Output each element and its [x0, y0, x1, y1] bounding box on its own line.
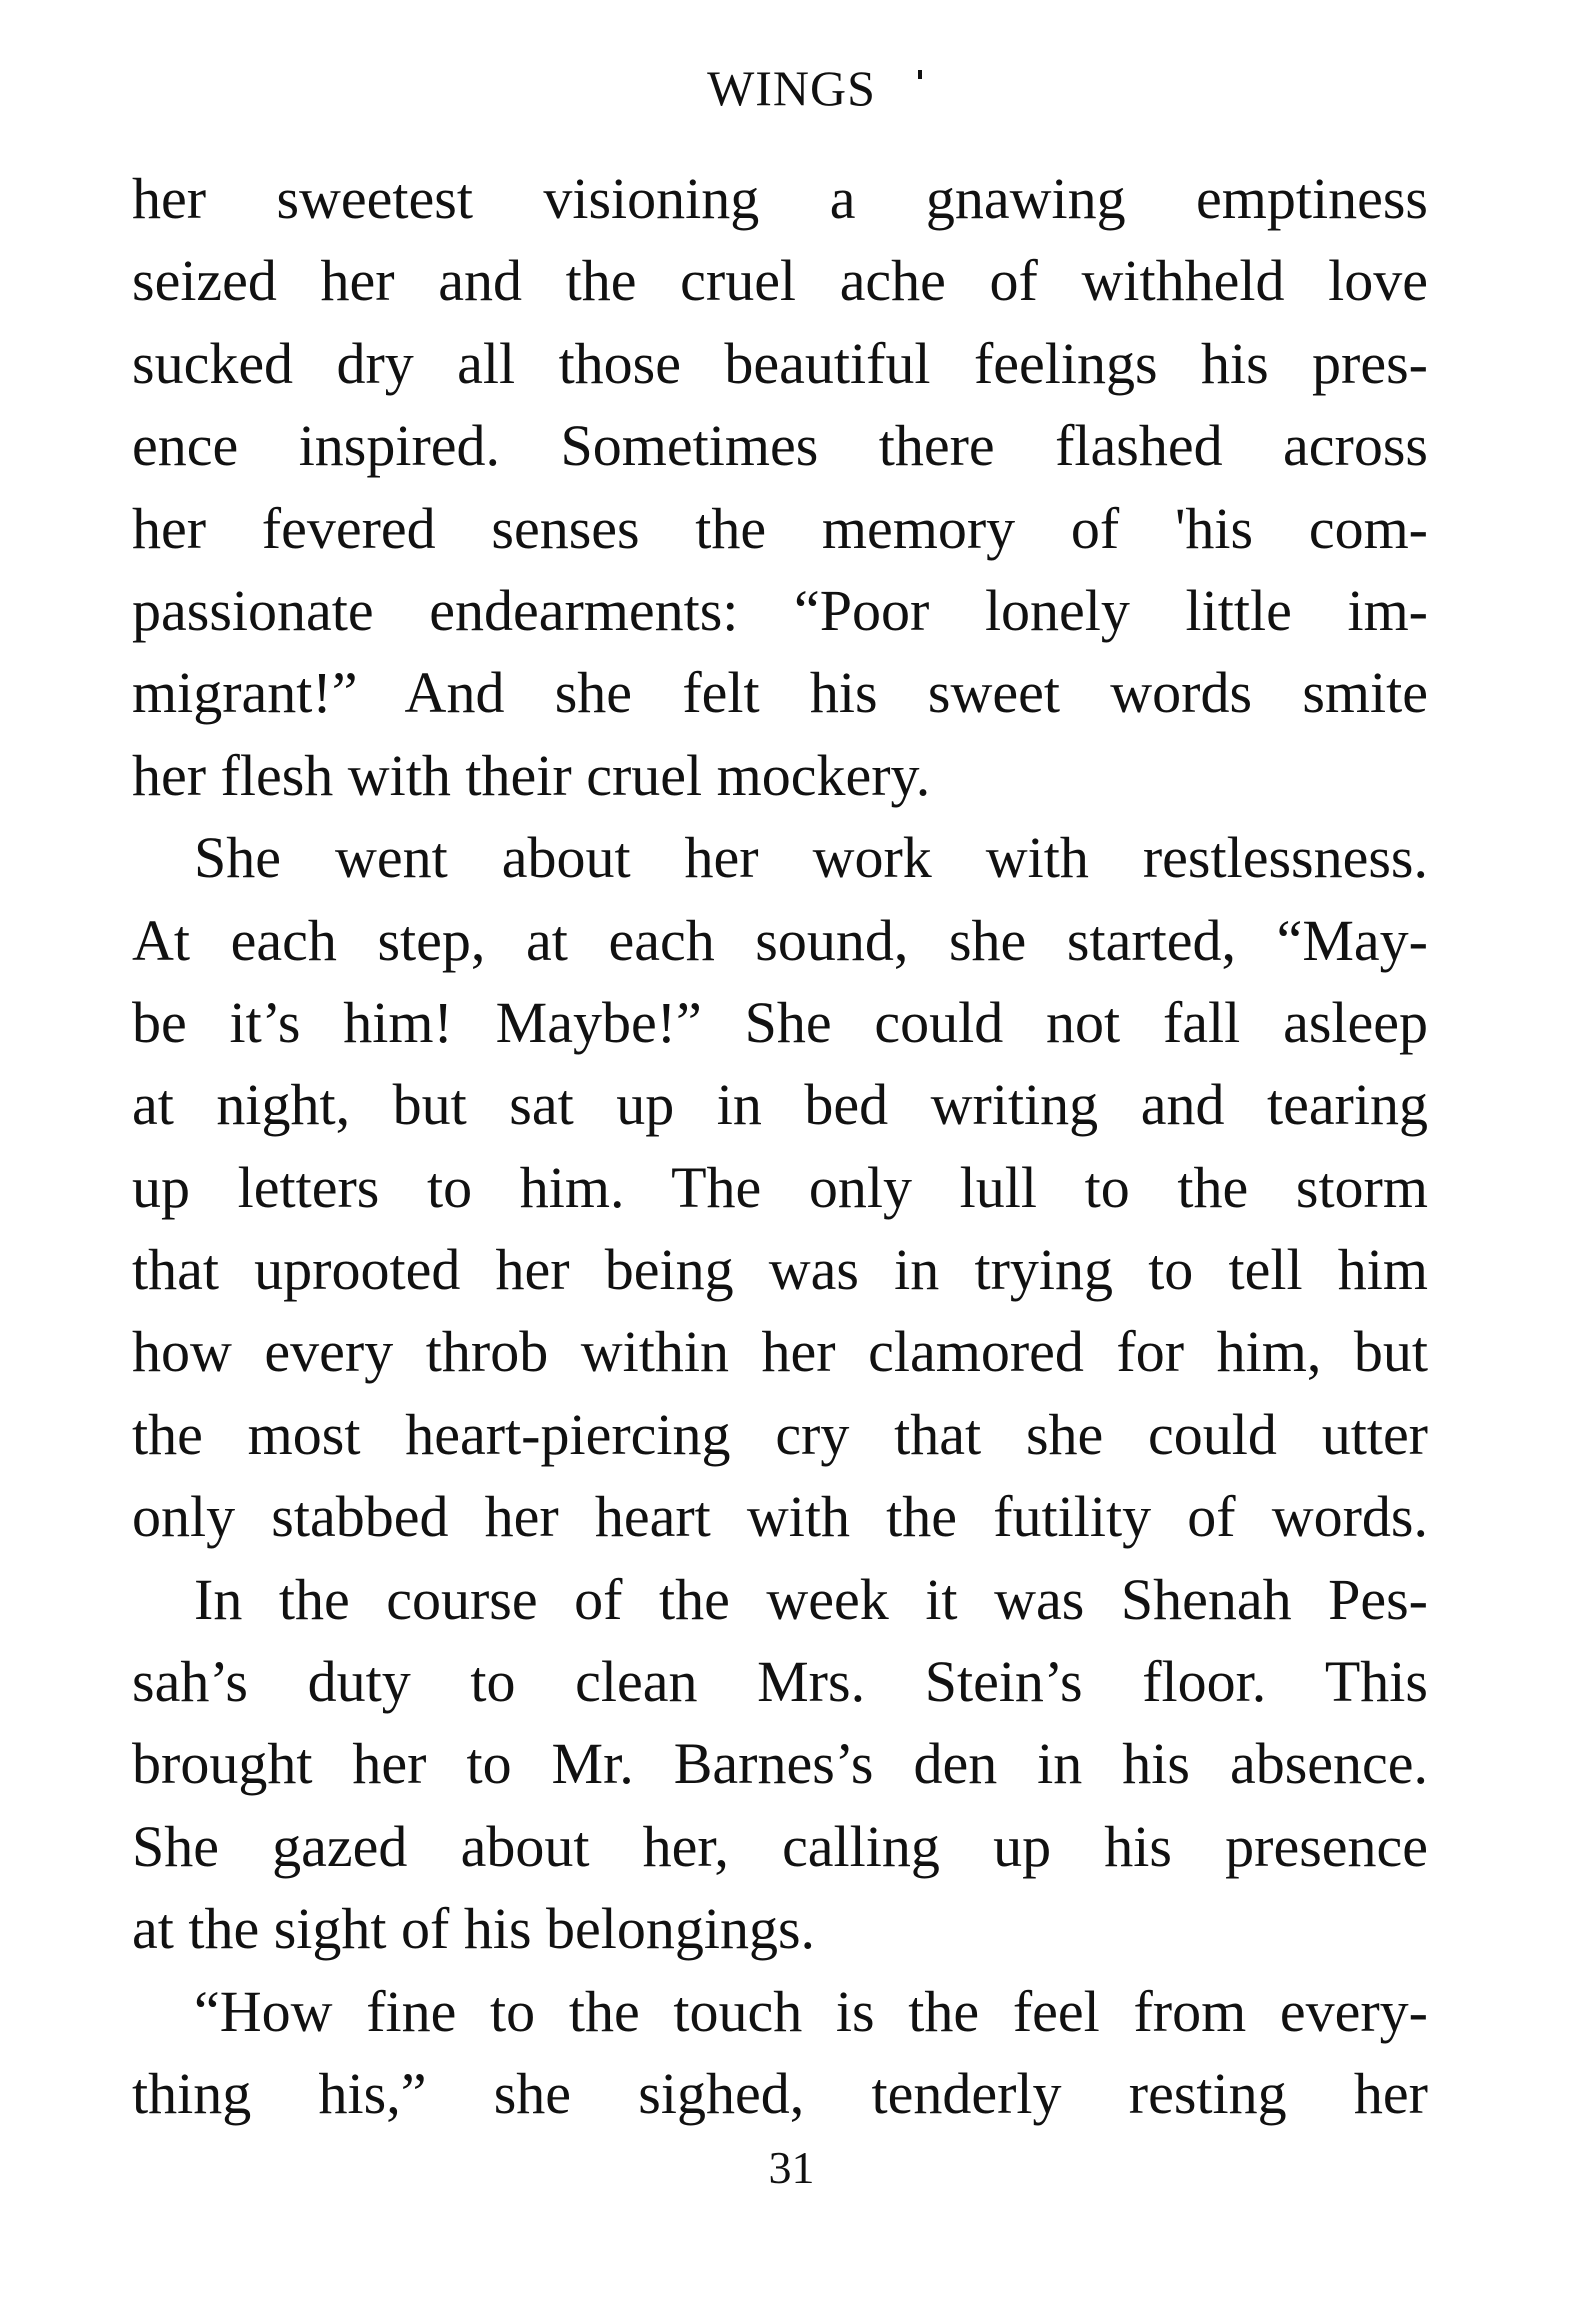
text-line: migrant!” And she felt his sweet words smite [132, 660, 1428, 726]
text-line: “How fine to the touch is the feel from every- [194, 1978, 1428, 2044]
text-line: She gazed about her, calling up his presence [132, 1813, 1428, 1879]
paragraph [132, 817, 1428, 1559]
text-line: In the course of the week it was Shenah Pes- [194, 1566, 1428, 1632]
text-line: only stabbed her heart with the futility of words. [132, 1484, 1428, 1550]
text-line: that uprooted her being was in trying to tell him [132, 1237, 1428, 1303]
text-line: At each step, at each sound, she started, “May- [132, 907, 1428, 973]
text-line: sucked dry all those beautiful feelings his pres- [132, 330, 1428, 396]
paragraph [132, 1971, 1428, 2136]
paragraph [132, 1559, 1428, 1971]
stray-ink-mark [918, 70, 922, 79]
text-line: sah’s duty to clean Mrs. Stein’s floor. This [132, 1649, 1428, 1715]
text-line: her sweetest visioning a gnawing emptiness [132, 166, 1428, 231]
text-line: passionate endearments: “Poor lonely little im- [132, 577, 1428, 643]
running-head: WINGS [707, 60, 876, 116]
body-text [132, 158, 1428, 2135]
page-number: 31 [768, 2142, 815, 2193]
text-line: brought her to Mr. Barnes’s den in his absence. [132, 1731, 1428, 1797]
text-line: her flesh with their cruel mockery. [132, 742, 931, 808]
text-line: be it’s him! Maybe!” She could not fall asleep [132, 989, 1428, 1055]
text-line: thing his,” she sighed, tenderly resting her [132, 2060, 1428, 2126]
text-line: up letters to him. The only lull to the storm [132, 1154, 1428, 1220]
text-line: how every throb within her clamored for him, but [132, 1319, 1428, 1385]
text-line: seized her and the cruel ache of withheld love [132, 248, 1428, 314]
text-line: at the sight of his belongings. [132, 1896, 816, 1962]
text-line: her fevered senses the memory of 'his com- [132, 495, 1428, 561]
text-line: ence inspired. Sometimes there flashed across [132, 413, 1428, 479]
text-line: She went about her work with restlessness. [194, 825, 1428, 891]
text-line: at night, but sat up in bed writing and tearing [132, 1072, 1428, 1138]
text-line: the most heart-piercing cry that she could utter [132, 1401, 1428, 1467]
paragraph [132, 158, 1428, 817]
